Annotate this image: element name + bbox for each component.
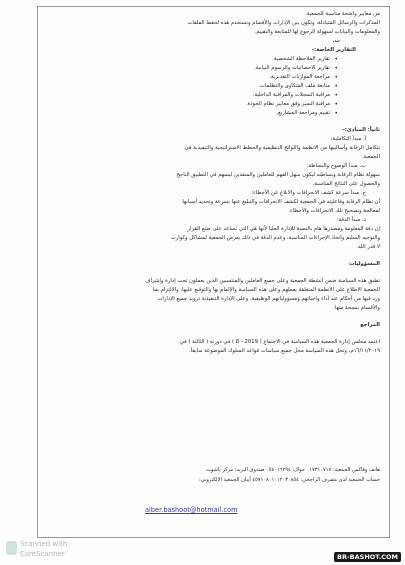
contact-phone-line: هاتف وفاكس الجمعية: ٠١٧٣١٠٧١٧ جوال: ٠٥٤٠١٦٢٩٤ صندوق البريد: مركز باشوت <box>206 467 380 473</box>
site-watermark: BR-BASHOT.COM <box>334 552 401 562</box>
principle-title: أ. مبدأ التكاملية: <box>330 136 366 142</box>
section-heading: ثانياً: المبادئ:- <box>342 127 380 133</box>
camscanner-logo-icon <box>6 541 17 555</box>
principle-text: الجمعية. <box>361 154 380 160</box>
list-item: • مراقبة السير وفق معايير نظام الجودة. <box>44 100 380 109</box>
principle-title: د. مبدأ الدقة: <box>336 217 366 223</box>
list-item: • تقارير الاحصائيات والرسوم البيانية. <box>44 64 380 73</box>
principle-text: سهولة نظام الرقابة وبساطته ليكون سهل الفهم للعاملين والمنفذين ليسهم في التطبيق الناجح <box>176 172 380 178</box>
principle-title: ب. مبدأ الوضوح والبساطة: <box>306 163 366 169</box>
section-heading: المسؤوليات <box>349 261 380 267</box>
list-item: • تقييم ومراجعة المشاريع. <box>44 109 380 118</box>
paragraph-line: والأقسام بنسخة منها. <box>333 305 380 311</box>
principle-text: إن دقة المعلومة ومصدرها هام بالنسبة للإدارة العليا لأنها هي التي تساعد على صنع القرار <box>187 226 380 232</box>
paragraph-line: الجمعية الاطلاع على الأنظمة المتعلقة بعملهم وعلى هذه السياسة والإلمام بها والتوقيع عليها، والالتزام بما <box>152 287 380 293</box>
scanner-watermark-line2: CamScanner <box>20 550 65 558</box>
scanner-watermark-line1: Scanned with <box>20 540 68 548</box>
text-line: المذكرات والرسائل المتبادلة، وتكون بين الإدارات والأقسام وتستخدم هذه لحفظ الملفات <box>187 20 380 26</box>
paragraph-line: ورد فيها من أحكام عند أداء واجباتهم ومسؤولياتهم الوظيفية، وعلى الإدارة التنفيذية تزويد جميع الإدارات <box>157 296 380 302</box>
principle-text: لمعالجة وتصحيح تلك الانحرافات والأخطاء. <box>288 208 380 214</box>
section-heading: المراجع <box>360 322 380 328</box>
principle-title: ج. مبدأ سرعة كشف الانحرافات والابلاغ عن الأخطاء: <box>251 190 366 196</box>
principle-text: والتوجيه السليم واتخاذ الإجراءات المناسبة، وعدم الدقة في ذلك يعرض الجمعية لمشاكل وكوارث <box>170 235 380 241</box>
paragraph-line: ١٦/١١/٢٠١٩م، وتحل هذه السياسة محل جميع سياسات قواعد السلوك الموضوعة سابقاً. <box>189 348 380 354</box>
list-item: • متابعة ملف الشكاوى والتظلمات. <box>44 82 380 91</box>
paragraph-line: اعتمد مجلس إدارة الجمعية هذه السياسة في الاجتماع ( 2019 - 8 ) في دورته ( الثالثة ) في <box>179 339 380 345</box>
text-line: من معايير واضحة مناسبة للجمعية. <box>305 11 380 17</box>
contact-bank-line: حساب الجمعية لدى مصرف الراجحي: ٤٥٧١٠٨٠١٠١٢٠٣٠٨٥٤ آيبان الجمعية الإلكتروني: <box>199 477 380 483</box>
list-item: • مراجعة الموازنات التقديرية. <box>44 73 380 82</box>
list-item: • مراقبة السجلات والمراقبة الداخلية. <box>44 91 380 100</box>
paragraph-line: تطبق هذه السياسة ضمن أنشطة الجمعية وعلى جميع العاملين والمنتسبين الذين يعملون تحت إدارة وإشراف <box>145 278 380 284</box>
section-letter: ب. <box>332 38 340 44</box>
principle-text: لا قدر الله. <box>356 244 380 250</box>
text-line: والمعلومات والبيانات لسهولة الرجوع لها للمتابعة والتقييم. <box>254 29 380 35</box>
contact-email: alber.bashoot@hotmail.com <box>145 506 238 514</box>
document-body <box>44 10 380 356</box>
list-item: • تقارير الملاحظة الشخصية. <box>44 55 380 64</box>
principle-text: والحصول على النتائج المناسبة. <box>312 181 380 187</box>
subheading: التقارير الخاصة:- <box>311 47 356 53</box>
principle-text: أن نظام الرقابة وفاعليته في الجمعية لكشف الانحرافات والتبليغ عنها بسرعة وتحديد أسبابها <box>182 199 380 205</box>
principle-text: تتكامل الرقابة وأساليبها من الانظمة واللوائح التنظيمية والخطط الاستراتيجية والتنفيذية في <box>184 145 380 151</box>
